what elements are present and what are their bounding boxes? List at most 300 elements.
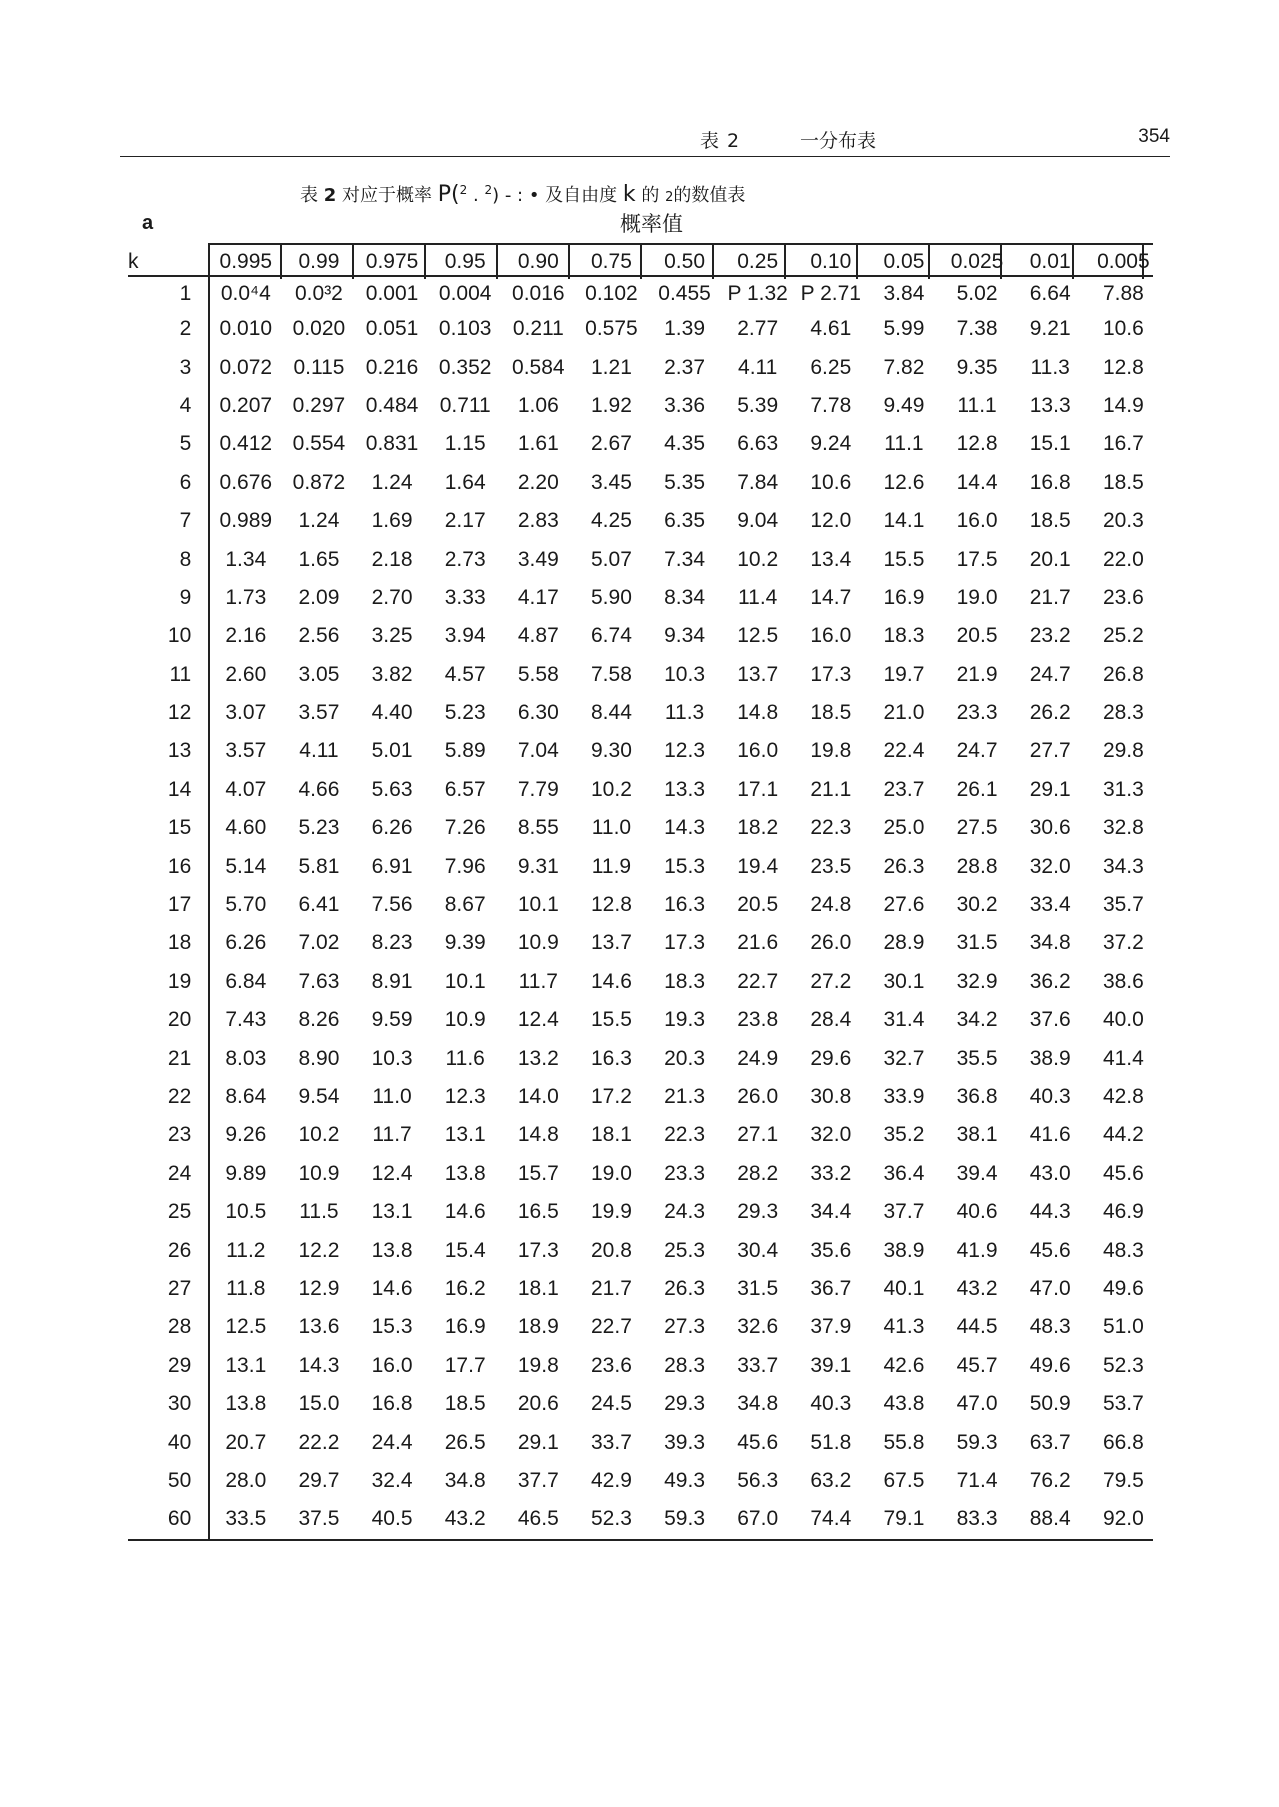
table-cell: 38.9 [883,1238,925,1262]
table-top-rule [208,243,1153,245]
table-cell: 0.352 [438,355,492,379]
table-cell: 39.3 [664,1430,705,1454]
table-cell: 0.216 [365,355,419,379]
table-cell: 11.5 [299,1200,339,1224]
table-cell: 27.7 [1029,739,1071,763]
caption-two: 2 [665,190,674,205]
table-cell: 9.30 [591,739,632,763]
table-cell: 20.8 [591,1238,632,1262]
table-cell: 14.8 [517,1123,559,1147]
table-cell: 6.63 [737,432,779,456]
table-cell: 1.64 [444,470,486,494]
table-cell: 5.99 [883,317,925,341]
table-cell: 12.4 [517,1008,559,1032]
table-cell: 16.5 [517,1200,559,1224]
table-row [128,579,1160,617]
table-cell: 7.88 [1102,282,1144,305]
table-cell: 9.35 [956,355,998,379]
table-cell: 4.60 [225,816,267,840]
caption-p: P( [437,182,460,207]
table-cell: 0.584 [512,355,565,379]
table-cell: 1.73 [225,585,267,609]
table-cell: 18.1 [517,1276,559,1300]
table-cell: 45.7 [956,1353,998,1377]
table-cell: 28.2 [737,1161,779,1185]
caption-mid: . [472,185,479,206]
table-cell: 22.0 [1102,547,1144,571]
table-cell: 29.7 [298,1468,340,1492]
table-cell: 29.1 [517,1430,559,1454]
table-cell: 25.2 [1102,624,1144,648]
table-cell: 6.35 [664,509,705,533]
table-cell: 2.83 [517,509,559,533]
table-cell: 88.4 [1029,1507,1071,1531]
table-cell: 17.3 [664,931,705,955]
table-cell: 34.8 [444,1468,486,1492]
table-cell: 23.8 [737,1008,779,1032]
table-row [128,1039,1160,1077]
table-cell: 2.09 [298,585,340,609]
table-cell: 34.3 [1102,854,1144,878]
running-head [120,120,1170,157]
table-cell: 19.7 [883,662,925,686]
table-cell: 55.8 [883,1430,925,1454]
table-cell: 9.26 [225,1123,267,1147]
table-cell: 6.26 [225,931,267,955]
table-cell: 6.26 [371,816,413,840]
table-cell: 37.7 [883,1200,925,1224]
table-cell: 28.8 [956,854,998,878]
table-row [128,278,1160,310]
table-cell: 37.5 [298,1507,340,1531]
table-cell: 14.6 [591,969,632,993]
table-cell: 5.02 [956,282,998,305]
table-cell: 63.2 [810,1468,852,1492]
table-cell: 18.9 [517,1315,559,1339]
table-cell: 0.989 [219,509,273,533]
table-cell: 1.61 [517,432,559,456]
table-cell: 2.56 [298,624,340,648]
table-cell: 6.41 [298,893,340,917]
table-cell: 45.6 [1102,1161,1144,1185]
table-cell: 9.21 [1029,317,1071,341]
table-row [128,924,1160,962]
table-cell: 13.6 [298,1315,340,1339]
table-cell: 3.57 [225,739,267,763]
table-cell: 2.16 [225,624,267,648]
table-cell: 2.60 [225,662,267,686]
table-cell: 9.89 [225,1161,267,1185]
table-cell: 49.3 [664,1468,705,1492]
table-cell: 41.4 [1102,1046,1144,1070]
table-cell: 20.6 [517,1392,559,1416]
k-value: 15 [167,816,192,840]
table-cell: 2.17 [444,509,486,533]
table-cell: 7.34 [664,547,705,571]
table-cell: 17.7 [444,1353,486,1377]
table-cell: 34.4 [810,1200,852,1224]
table-cell: 20.3 [664,1046,705,1070]
caption-text-2: ) - : • 及自由度 [492,185,618,206]
table-cell: 24.9 [737,1046,779,1070]
table-cell: 22.7 [737,969,779,993]
table-cell: 3.57 [298,701,340,725]
table-caption [300,181,745,207]
column-header: 0.10 [810,250,852,273]
table-cell: 11.2 [226,1238,266,1262]
table-cell: 28.0 [225,1468,267,1492]
table-cell: 10.3 [664,662,705,686]
table-cell: 21.6 [737,931,779,955]
table-cell: 29.8 [1102,739,1144,763]
table-cell: 16.0 [371,1353,413,1377]
caption-text-1: 对应于概率 [342,185,432,206]
table-cell: 83.3 [956,1507,998,1531]
table-cell: 51.8 [810,1430,852,1454]
table-row [128,886,1160,924]
table-cell: 38.6 [1102,969,1144,993]
table-cell: 16.0 [810,624,852,648]
table-row [128,464,1160,502]
k-value: 1 [179,282,192,305]
table-cell: 0.103 [438,317,492,341]
table-cell: 4.57 [444,662,486,686]
table-cell: 6.84 [225,969,267,993]
table-cell: 5.07 [591,547,632,571]
k-value: 40 [167,1430,192,1454]
table-cell: 21.0 [883,701,925,725]
table-cell: 49.6 [1102,1276,1144,1300]
table-cell: 5.23 [444,701,486,725]
caption-sup-1: 2 [459,183,468,197]
running-head-subtitle: 一分布表 [800,130,877,152]
table-cell: 0.872 [292,470,346,494]
k-value: 23 [167,1123,192,1147]
table-cell: 11.0 [372,1085,412,1108]
table-cell: 42.9 [591,1468,632,1492]
table-cell: 11.1 [884,432,924,456]
table-row [128,348,1160,386]
table-cell: 14.8 [737,701,779,725]
table-cell: 38.1 [956,1123,998,1147]
table-cell: 2.77 [737,317,779,341]
table-cell: 4.61 [810,317,852,341]
table-cell: 21.1 [810,777,852,801]
table-cell: 18.5 [810,701,852,725]
table-cell: 16.0 [737,739,779,763]
table-cell: 27.1 [737,1123,779,1147]
table-cell: 42.8 [1102,1085,1144,1108]
table-cell: 33.2 [810,1161,852,1185]
caption-text-4: 的数值表 [673,185,746,206]
table-cell: 19.8 [810,739,852,763]
table-cell: 5.70 [225,893,267,917]
table-cell: 0.297 [292,393,346,417]
table-cell: 32.8 [1102,816,1144,840]
table-cell: 15.3 [664,854,705,878]
k-value: 10 [167,624,192,648]
table-cell: 8.67 [444,893,486,917]
table-cell: 16.0 [956,509,998,533]
table-cell: 37.6 [1029,1008,1071,1032]
table-cell: 0.207 [219,393,273,417]
table-cell: 19.9 [591,1200,632,1224]
table-cell: 12.4 [371,1161,413,1185]
table-cell: 6.64 [1029,282,1071,305]
k-value: 21 [167,1046,192,1070]
table-cell: 0.010 [219,317,273,341]
table-cell: 8.34 [664,585,705,609]
table-cell: 37.2 [1102,931,1144,955]
table-cell: 4.40 [371,701,413,725]
table-cell: 41.6 [1029,1123,1071,1147]
table-cell: 28.3 [1102,701,1144,725]
table-cell: 48.3 [1029,1315,1071,1339]
caption-prefix: 表 [300,185,318,206]
column-header: 0.025 [950,250,1004,273]
table-cell: 16.8 [1029,470,1071,494]
table-cell: 14.6 [371,1276,413,1300]
header-row [128,246,1160,278]
table-cell: 0.102 [585,282,638,305]
table-cell: 22.2 [298,1430,340,1454]
table-cell: 20.7 [225,1430,267,1454]
table-cell: 0.072 [219,355,273,379]
table-cell: 3.25 [371,624,413,648]
table-cell: 7.78 [810,393,852,417]
table-cell: 12.9 [298,1276,340,1300]
table-cell: 1.65 [298,547,340,571]
table-cell: 14.3 [298,1353,340,1377]
k-value: 30 [167,1392,192,1416]
table-cell: 16.7 [1102,432,1144,456]
table-cell: 47.0 [956,1392,998,1416]
table-cell: 21.7 [591,1276,632,1300]
table-cell: 29.3 [664,1392,705,1416]
table-cell: 26.3 [883,854,925,878]
table-cell: P 1.32 [727,282,788,305]
table-cell: 24.5 [591,1392,632,1416]
table-cell: 2.67 [591,432,632,456]
column-header: 0.95 [444,250,486,273]
table-cell: 10.6 [1102,317,1144,341]
table-row [128,1500,1160,1538]
table-cell: 67.5 [883,1468,925,1492]
k-value: 13 [167,739,192,763]
table-cell: 9.34 [664,624,705,648]
k-value: 7 [179,509,192,533]
table-cell: 46.5 [517,1507,559,1531]
table-cell: 7.38 [956,317,998,341]
table-cell: 15.0 [298,1392,340,1416]
table-cell: 4.11 [738,355,778,379]
table-cell: 11.7 [518,969,558,993]
table-cell: 24.8 [810,893,852,917]
table-cell: 13.8 [225,1392,267,1416]
table-cell: 20.5 [737,893,779,917]
caption-table-number: 2 [323,185,337,206]
table-cell: 15.3 [371,1315,413,1339]
table-cell: 10.5 [225,1200,267,1224]
table-cell: 31.4 [883,1008,925,1032]
table-cell: 18.5 [1102,470,1144,494]
table-cell: 11.3 [1030,355,1070,379]
table-cell: 40.3 [1029,1085,1071,1108]
table-cell: 9.54 [298,1085,340,1108]
k-value: 5 [179,432,192,456]
table-cell: 14.0 [517,1085,559,1108]
table-cell: 56.3 [737,1468,779,1492]
table-cell: 41.9 [956,1238,998,1262]
column-header: 0.50 [664,250,705,273]
table-cell: 5.90 [591,585,632,609]
table-cell: 10.6 [810,470,852,494]
table-cell: 16.9 [444,1315,486,1339]
table-cell: 50.9 [1029,1392,1071,1416]
table-cell: 43.8 [883,1392,925,1416]
table-cell: 40.6 [956,1200,998,1224]
k-value: 20 [167,1008,192,1032]
table-cell: 7.43 [225,1008,267,1032]
k-value: 3 [179,355,192,379]
table-cell: 12.6 [883,470,925,494]
table-cell: 40.1 [883,1276,925,1300]
table-cell: 2.73 [444,547,486,571]
table-cell: 39.4 [956,1161,998,1185]
table-cell: 0.554 [292,432,346,456]
page-number: 354 [1138,126,1170,147]
table-row [128,387,1160,425]
table-cell: 10.9 [298,1161,340,1185]
table-row [128,1308,1160,1346]
table-cell: 32.7 [883,1046,925,1070]
table-cell: 67.0 [737,1507,779,1531]
k-value: 26 [167,1238,192,1262]
table-cell: 14.1 [883,509,925,533]
table-cell: 1.39 [664,317,705,341]
table-cell: 13.3 [1029,393,1071,417]
table-cell: 11.9 [591,854,632,878]
table-cell: 40.3 [810,1392,852,1416]
table-cell: 34.8 [1029,931,1071,955]
table-cell: 7.56 [371,893,413,917]
table-cell: 33.5 [225,1507,267,1531]
table-row [128,963,1160,1001]
table-cell: 13.7 [737,662,779,686]
table-cell: 11.7 [372,1123,412,1147]
table-cell: 17.5 [956,547,998,571]
table-cell: 17.1 [737,777,779,801]
table-cell: 3.45 [591,470,632,494]
k-value: 27 [167,1276,192,1300]
table-cell: 10.1 [444,969,486,993]
table-cell: 35.5 [956,1046,998,1070]
table-cell: 63.7 [1029,1430,1071,1454]
table-cell: 14.4 [956,470,998,494]
table-cell: 7.84 [737,470,779,494]
table-row [128,694,1160,732]
table-cell: 44.2 [1102,1123,1144,1147]
table-cell: 12.3 [664,739,705,763]
table-row [128,1001,1160,1039]
table-cell: 15.7 [517,1161,559,1185]
k-value: 50 [167,1468,192,1492]
table-cell: 5.81 [298,854,340,878]
table-cell: 0.831 [365,432,419,456]
table-cell: 17.3 [517,1238,559,1262]
table-row [128,809,1160,847]
table-cell: 0.115 [293,355,345,379]
table-cell: 15.1 [1029,432,1071,456]
table-cell: 48.3 [1102,1238,1144,1262]
table-cell: 18.3 [664,969,705,993]
table-bottom-rule [128,1539,1153,1541]
table-cell: 6.25 [810,355,852,379]
table-cell: 24.7 [1029,662,1071,686]
table-cell: 25.3 [664,1238,705,1262]
table-cell: 4.66 [298,777,340,801]
table-cell: 33.9 [883,1085,925,1108]
table-cell: 42.6 [883,1353,925,1377]
table-cell: 2.18 [371,547,413,571]
table-cell: 7.96 [444,854,486,878]
table-cell: 16.2 [444,1276,486,1300]
table-cell: 30.4 [737,1238,779,1262]
table-cell: 2.70 [371,585,413,609]
table-cell: 40.0 [1102,1008,1144,1032]
table-cell: 76.2 [1029,1468,1071,1492]
table-cell: 26.0 [810,931,852,955]
table-cell: 3.05 [298,662,340,686]
table-cell: 19.0 [591,1161,632,1185]
table-cell: 23.6 [591,1353,632,1377]
table-cell: 1.24 [298,509,340,533]
table-cell: 20.1 [1029,547,1071,571]
table-cell: 4.87 [517,624,559,648]
column-header: 0.995 [219,250,273,273]
table-cell: 1.21 [591,355,632,379]
column-header: 0.25 [737,250,779,273]
table-cell: 24.3 [664,1200,705,1224]
table-cell: 29.1 [1029,777,1071,801]
table-cell: 12.8 [1102,355,1144,379]
table-cell: 43.0 [1029,1161,1071,1185]
table-cell: 31.3 [1102,777,1144,801]
table-cell: P 2.71 [800,282,861,305]
table-row [128,656,1160,694]
table-cell: 24.7 [956,739,998,763]
table-cell: 5.23 [298,816,340,840]
table-cell: 16.3 [591,1046,632,1070]
table-cell: 3.94 [444,624,486,648]
table-cell: 23.7 [883,777,925,801]
table-cell: 66.8 [1102,1430,1144,1454]
table-cell: 11.0 [591,816,632,840]
table-cell: 27.5 [956,816,998,840]
table-row [128,1155,1160,1193]
table-cell: 53.7 [1102,1392,1144,1416]
table-cell: 20.5 [956,624,998,648]
k-value: 22 [167,1085,192,1108]
running-head-title: 表 2 [700,130,741,152]
table-cell: 33.7 [737,1353,779,1377]
table-cell: 9.49 [883,393,925,417]
table-cell: 26.5 [444,1430,486,1454]
table-cell: 0.711 [439,393,491,417]
table-row [128,1385,1160,1423]
table-cell: 28.3 [664,1353,705,1377]
k-value: 60 [167,1507,192,1531]
